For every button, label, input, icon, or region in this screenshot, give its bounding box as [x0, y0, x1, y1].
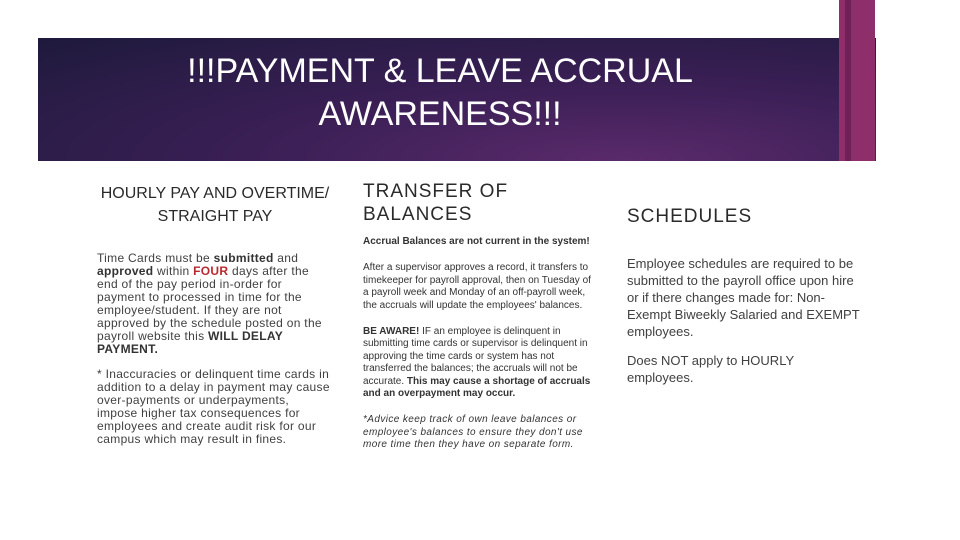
shortage-warning: This may cause a shortage of accruals and an overpayment may occur.	[363, 375, 591, 400]
text-run: within	[153, 264, 194, 278]
text-approved: approved	[97, 264, 154, 278]
text-will-delay: WILL DELAY PAYMENT.	[97, 329, 283, 356]
text-submitted: submitted	[213, 251, 274, 265]
accent-stripe-inner	[845, 0, 851, 161]
be-aware-label: BE AWARE!	[363, 326, 420, 338]
text-run: Time Cards must be	[97, 251, 214, 265]
schedules-paragraph: Employee schedules are required to be submitted to the payroll office upon hire or if there changes made for: Non-Exempt Biweekly Salaried and EXEMPT employees.	[627, 256, 860, 339]
hourly-pay-body	[97, 252, 333, 458]
text-run: days after the end of the pay period in-order for payment to processed in time for the employee/student. If they are not approved by the schedule posted on the payroll website this	[97, 264, 322, 343]
slide-title	[120, 50, 760, 136]
advice-note: *Advice keep track of own leave balances or employee's balances to ensure they don't use more time then they have on separate form.	[363, 414, 583, 451]
title-line-2: AWARENESS!!!	[318, 95, 562, 133]
be-aware-paragraph	[363, 326, 595, 400]
text-four-days: FOUR	[193, 264, 229, 278]
transfer-process: After a supervisor approves a record, it transfers to timekeeper for payroll approval, then on Tuesday of a payroll week and Monday of an off-payroll week, the accruals will update the employees' balances.	[363, 262, 591, 311]
hourly-exception: Does NOT apply to HOURLY employees.	[627, 353, 794, 385]
accrual-warning	[363, 236, 595, 248]
hourly-pay-heading: HOURLY PAY AND OVERTIME/ STRAIGHT PAY	[100, 185, 330, 225]
accrual-warning-text: Accrual Balances are not current in the system!	[363, 236, 590, 247]
transfer-body	[363, 236, 595, 466]
schedules-heading: SCHEDULES	[627, 206, 753, 227]
transfer-heading: TRANSFER OF BALANCES	[363, 181, 509, 225]
inaccuracies-note: * Inaccuracies or delinquent time cards in addition to a delay in payment may cause over-payments or underpayments, impose higher tax consequences for employees and create audit risk for our campus which may result in fines.	[97, 367, 330, 446]
text-run: IF an employee is delinquent in submitting time cards or supervisor is delinquent in approving the time cards or system has not transferred the balances; the accruals will not be accurate.	[363, 326, 588, 387]
hourly-pay-paragraph	[97, 252, 333, 356]
text-run: and	[273, 251, 299, 265]
title-line-1: !!!PAYMENT & LEAVE ACCRUAL	[187, 52, 693, 90]
schedules-body	[627, 255, 863, 398]
